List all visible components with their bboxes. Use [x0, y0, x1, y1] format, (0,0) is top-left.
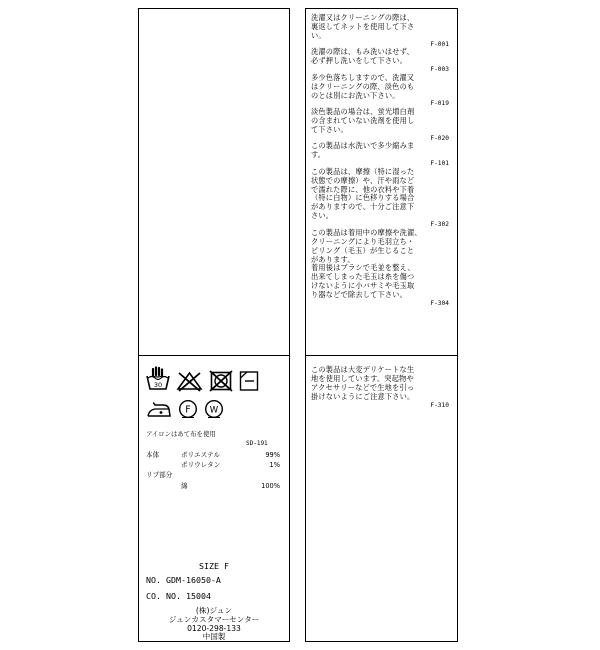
care-note-code: F-302	[430, 221, 449, 229]
svg-text:30: 30	[153, 381, 163, 389]
dry-clean-f-icon	[178, 399, 198, 419]
care-note-text: この製品は、摩擦（特に湿った 状態での摩擦）や、汗や雨など で濡れた際に、他の衣料や下着 （特に白物）に色移りする場合 がありますので、十分ご注意下 さい。	[311, 166, 415, 221]
care-note-code: F-310	[430, 401, 449, 409]
customer-center: ジュンカスタマーセンター	[168, 614, 260, 624]
wet-clean-letter: W	[209, 405, 219, 416]
care-note	[311, 168, 450, 229]
care-note-code: F-020	[430, 134, 449, 142]
care-label-left	[138, 8, 290, 642]
composition-row	[146, 450, 286, 460]
care-symbols-row	[146, 366, 265, 392]
hand-wash-icon	[146, 366, 170, 392]
composition-percent: 1%	[269, 461, 280, 470]
care-note	[311, 74, 450, 108]
phone-number: 0120-298-133	[187, 623, 241, 633]
fiber-composition	[146, 450, 286, 491]
care-symbols-row	[146, 399, 230, 419]
dry-clean-letter: F	[185, 404, 191, 416]
care-note	[311, 142, 450, 167]
care-note-code: F-019	[430, 100, 449, 108]
care-note-code: F-101	[430, 160, 449, 168]
composition-part: リブ部分	[146, 471, 173, 480]
care-label-right	[305, 8, 458, 642]
iron-low-icon	[146, 401, 172, 419]
product-number: NO. GDM-16050-A	[146, 575, 221, 585]
care-note-text: 洗濯の際は、もみ洗いはせず、 必ず押し洗いをして下さい。	[311, 47, 414, 66]
composition-row	[146, 460, 286, 470]
care-notes-top	[311, 14, 450, 308]
composition-row	[146, 470, 286, 480]
composition-material: ポリウレタン	[181, 461, 221, 470]
no-bleach-icon	[176, 370, 203, 392]
shade-dry-icon	[239, 370, 259, 392]
iron-note: アイロンはあて布を使用	[146, 430, 216, 438]
care-note	[311, 14, 450, 48]
care-note-text: 淡色製品の場合は、蛍光増白剤 の含まれていない洗剤を使用し て下さい。	[311, 107, 415, 134]
care-note-text: この製品は着用中の摩擦や洗濯、 クリーニングにより毛羽立ち・ ピリング（毛玉）が生じること があります。 着用後はブラシで毛並を整え、 出来てしまった毛玉は糸を傷つ けないように小バサミや毛玉取 り器などで除去して下さい。	[311, 227, 422, 300]
care-note	[311, 229, 450, 308]
wet-clean-w-icon	[204, 399, 224, 419]
care-note	[311, 108, 450, 142]
care-note-code: F-001	[430, 40, 449, 48]
section-divider	[306, 355, 457, 356]
care-note-code: F-003	[430, 66, 449, 74]
company-number: CO. NO. 15004	[146, 591, 211, 601]
care-note-code: F-304	[430, 300, 449, 308]
company-block	[139, 607, 289, 642]
section-divider	[139, 355, 289, 356]
care-note	[311, 366, 450, 409]
care-note-text: 洗濯又はクリーニングの際は、 裏返してネットを使用して下さ い。	[311, 13, 415, 40]
composition-percent: 99%	[265, 451, 280, 459]
country-of-origin: 中国製	[202, 632, 226, 642]
company-name: (株)ジュン	[195, 606, 233, 615]
composition-part: 本体	[146, 451, 160, 459]
care-note-text: この製品は水洗いで多少縮みま す。	[311, 141, 415, 160]
care-note	[311, 48, 450, 73]
composition-material: 綿	[181, 481, 188, 490]
composition-row	[146, 481, 286, 491]
care-note-text: 多少色落ちしますので、洗濯又 はクリーニングの際、淡色のも のとは別にお洗い下さい。	[311, 72, 415, 100]
composition-material: ポリエステル	[181, 451, 220, 459]
size-line: SIZE F	[199, 561, 229, 571]
no-tumble-dry-icon	[209, 370, 233, 392]
composition-percent: 100%	[261, 481, 280, 490]
care-note-text: この製品は大変デリケートな生 地を使用しています。突起物や アクセサリーなどで生地を引っ 掛けないようにご注意下さい。	[311, 365, 415, 401]
serial-code: SD-191	[246, 440, 268, 447]
care-notes-bottom	[311, 366, 450, 409]
